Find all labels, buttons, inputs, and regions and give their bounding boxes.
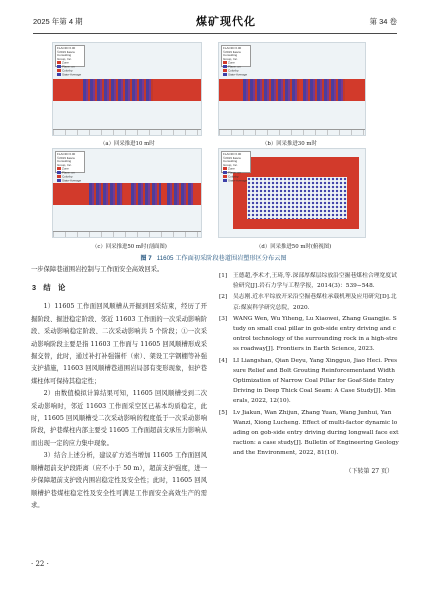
legend-line: Group, Inc. [223, 56, 238, 61]
legend-swatch [223, 69, 227, 72]
plastic-zone-band [219, 79, 365, 101]
simulation-image-c [52, 148, 202, 238]
legend-box [55, 45, 85, 77]
legend-line: Colorby: [57, 175, 83, 179]
legend-swatch [57, 179, 61, 182]
reference-item: [4] LI Liangshan, Qian Deyu, Yang Xingguo, Jiao Heci. Pressure Relief and Bolt Grouting Reinforcementand Width Optimization of Narrow Coal Pillar for Goaf-Side Entry Driving in Deep Thick Coal Seam: A Case Study[J]. Minerals, 2022, 12(10). [219, 357, 398, 405]
legend-swatch [57, 65, 61, 68]
figure-title: 11605 工作面初采阶段巷道围岩塑形区分布云图 [156, 255, 287, 262]
simulation-image-d [218, 148, 366, 238]
reference-item: [5] Lv Jiakun, Wan Zhijun, Zhang Yuan, Wang Junhui, Yan Wanzi, Xiong Lucheng. Effect of multi-factor dynamic loading on gob-side entry driving during longwall face extraction: a case study[J]. Bulletin of Engineering Geology and the Environment, 2022, 81(10). [219, 409, 399, 457]
panel-caption-d: （d）回采推进50 m时(俯视图) [256, 244, 332, 250]
right-column [219, 271, 399, 475]
legend-line: Group, Inc. [57, 56, 72, 61]
legend-swatch [223, 175, 227, 178]
legend-line: Group, Inc. [223, 162, 238, 167]
left-column [31, 264, 207, 512]
legend-line: Plane: on [57, 171, 83, 175]
lead-paragraph: 一步保障巷道围岩控制与工作面安全高效回采。 [31, 266, 164, 273]
legend-line: State-Average [223, 73, 249, 77]
intact-zone [247, 177, 347, 219]
panel-caption-a: （a）回采推进10 m时 [100, 141, 155, 147]
conclusion-item-3: 3）结合上述分析，建议矿方适当增加 11605 工作面回风顺槽超前支护段距离（应不小于 50 m），超前支护强度，进一步保障超前支护段内围岩稳定性及安全性；此时，11605 回风顺槽护巷煤柱稳定性及安全性可满足工作面安全高效生产的需求。 [31, 452, 207, 509]
legend-swatch [223, 167, 227, 170]
journal-title: 煤矿现代化 [196, 15, 257, 28]
axis-ticks [219, 129, 365, 135]
legend-line: ©2019 Itasca Consulting [57, 155, 75, 164]
legend-swatch [223, 73, 227, 76]
legend-swatch [57, 61, 61, 64]
legend-line: Plane: on [57, 65, 83, 69]
legend-line: State-Average [223, 179, 249, 183]
continued-note: （下转第 27 页） [345, 467, 393, 475]
panel-caption-b: （b）回采推进30 m时 [262, 141, 317, 147]
legend-line: Zone [57, 61, 83, 65]
legend-line: FLAC3D 6.00 [223, 46, 242, 50]
reference-item: [1] 王德超,李术才,王琦,等.深部厚煤层综放沿空掘巷煤柱合理宽度试验研究[J].岩石力学与工程学报，2014(3)：539−548. [219, 273, 397, 290]
header-rule [33, 33, 397, 34]
figure-number: 图 7 [140, 255, 152, 262]
legend-swatch [57, 175, 61, 178]
legend-line: FLAC3D 6.00 [57, 152, 76, 156]
legend-box [221, 45, 251, 77]
legend-line: ©2019 Itasca Consulting [223, 49, 241, 58]
conclusion-item-1: 1）11605 工作面回风顺槽从开掘到回采结束，经历了开掘阶段、掘进稳定阶段、邻近 11603 工作面的一次采动影响阶段、采动影响稳定阶段、二次采动影响共 5 个阶段；①一次采动影响阶段主要是指 11603 工作面与 11605 回风顺槽形成采掘交替，此时，通过补打补强锚杆（索）、架设工字钢棚等补强支护措施，11603 回风顺槽巷道围岩局部有变形现象，但护巷煤柱体可保持其稳定性； [31, 303, 207, 385]
page-number: · 22 · [31, 560, 49, 568]
legend-line: Colorby: [223, 175, 249, 179]
issue-label: 2025 年第 4 期 [33, 16, 83, 26]
axis-ticks [53, 129, 201, 135]
legend-line: State-Average [57, 179, 83, 183]
volume-label: 第 34 卷 [369, 16, 397, 26]
figure-caption [0, 253, 427, 262]
panel-caption-c: （c）回采推进50 m时(剖面图) [92, 244, 167, 250]
legend-line: FLAC3D 6.00 [223, 152, 242, 156]
conclusion-item-2: 2）由数值模拟计算结果可知，11605 回风顺槽受到二次采动影响时，邻近 11603 工作面采空区已基本均质稳定，此时，11605 回风顺槽受二次采动影响的程度低于一次采动影响阶段，护巷煤柱内部主要受 11605 工作面超前支承压力影响从而出现一定的应力集中现象。 [31, 390, 207, 447]
legend-swatch [223, 61, 227, 64]
running-header [33, 10, 397, 32]
legend-line: ©2019 Itasca Consulting [57, 49, 75, 58]
legend-line: State-Average [57, 73, 83, 77]
legend-line: Plane: on [223, 171, 249, 175]
axis-ticks [53, 231, 201, 237]
legend-line: Zone [57, 167, 83, 171]
legend-line: Colorby: [223, 69, 249, 73]
legend-swatch [57, 171, 61, 174]
legend-swatch [57, 73, 61, 76]
legend-line: Zone [223, 167, 249, 171]
legend-swatch [223, 171, 227, 174]
legend-line: ©2019 Itasca Consulting [223, 155, 241, 164]
reference-list [219, 271, 399, 459]
legend-box [221, 151, 251, 183]
legend-line: Group, Inc. [57, 162, 72, 167]
plastic-zone-band [53, 79, 201, 101]
plastic-zone-bottom [233, 219, 359, 229]
legend-line: FLAC3D 6.00 [57, 46, 76, 50]
legend-swatch [57, 69, 61, 72]
legend-swatch [57, 167, 61, 170]
reference-item: [2] 吴志刚.近水平综放开采沿空掘巷煤柱承载机理及应用研究[D].北京:煤炭科学研究总院，2020. [219, 294, 397, 311]
legend-line: Zone [223, 61, 249, 65]
simulation-image-b [218, 42, 366, 136]
reference-item: [3] WANG Wen, Wu Yiheng, Lu Xiaowei, Zhang Guangjie. Study on small coal pillar in gob-side entry driving and control technology of the surrounding rock in a high-stress roadway[J]. Frontiers in Earth Science, 2023. [219, 315, 398, 353]
legend-line: Plane: on [223, 65, 249, 69]
legend-swatch [223, 65, 227, 68]
plastic-zone-top [233, 157, 359, 177]
legend-swatch [223, 179, 227, 182]
section-heading: 3 结 论 [32, 283, 66, 293]
plastic-zone-band [53, 183, 201, 205]
legend-line: Colorby: [57, 69, 83, 73]
simulation-image-a [52, 42, 202, 136]
legend-box [55, 151, 85, 183]
